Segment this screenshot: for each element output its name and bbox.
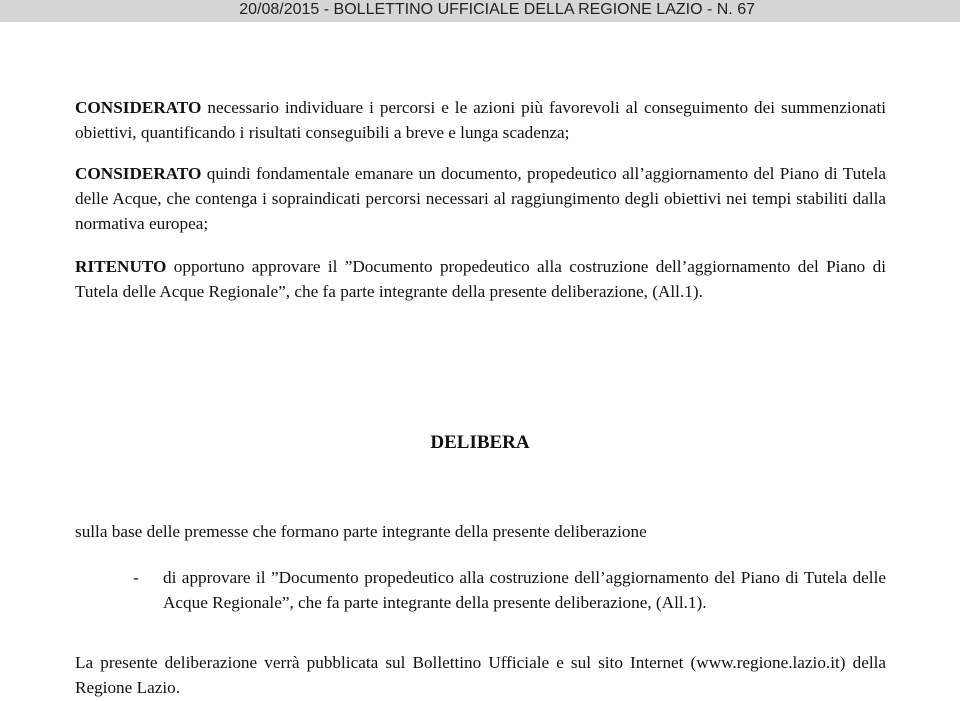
bullet-dash: - — [133, 568, 139, 587]
considerato-text: necessario individuare i percorsi e le azioni più favorevoli al conseguimento dei summenzionati obiettivi, quantificando i risultati conseguibili a breve e lunga scadenza; — [75, 98, 886, 142]
header-bar — [0, 0, 960, 22]
bulletin-header: 20/08/2015 - BOLLETTINO UFFICIALE DELLA REGIONE LAZIO - N. 67 — [239, 1, 755, 18]
ritenuto-paragraph — [75, 254, 886, 304]
considerato-label: CONSIDERATO — [75, 164, 202, 183]
considerato-text: quindi fondamentale emanare un documento, propedeutico all’aggiornamento del Piano di Tutela delle Acque, che contenga i sopraindicati percorsi necessari al raggiungimento degli obiettivi nei tempi stabiliti dalla normativa europea; — [75, 164, 886, 233]
ritenuto-text: opportuno approvare il ”Documento propedeutico alla costruzione dell’aggiornamento del Piano di Tutela delle Acque Regionale”, che fa parte integrante della presente deliberazione, (All.1). — [75, 257, 886, 301]
delibera-intro: sulla base delle premesse che formano parte integrante della presente deliberazione — [75, 522, 647, 541]
considerato-paragraph-1 — [75, 95, 886, 145]
considerato-paragraph-2 — [75, 161, 886, 236]
closing-paragraph: La presente deliberazione verrà pubblicata sul Bollettino Ufficiale e sul sito Internet (www.regione.lazio.it) della Regione Lazio. — [75, 653, 886, 697]
ritenuto-label: RITENUTO — [75, 257, 167, 276]
bullet-item: di approvare il ”Documento propedeutico alla costruzione dell’aggiornamento del Piano di Tutela delle Acque Regionale”, che fa parte integrante della presente deliberazione, (All.1). — [163, 568, 886, 612]
delibera-title: DELIBERA — [430, 432, 530, 453]
considerato-label: CONSIDERATO — [75, 98, 202, 117]
